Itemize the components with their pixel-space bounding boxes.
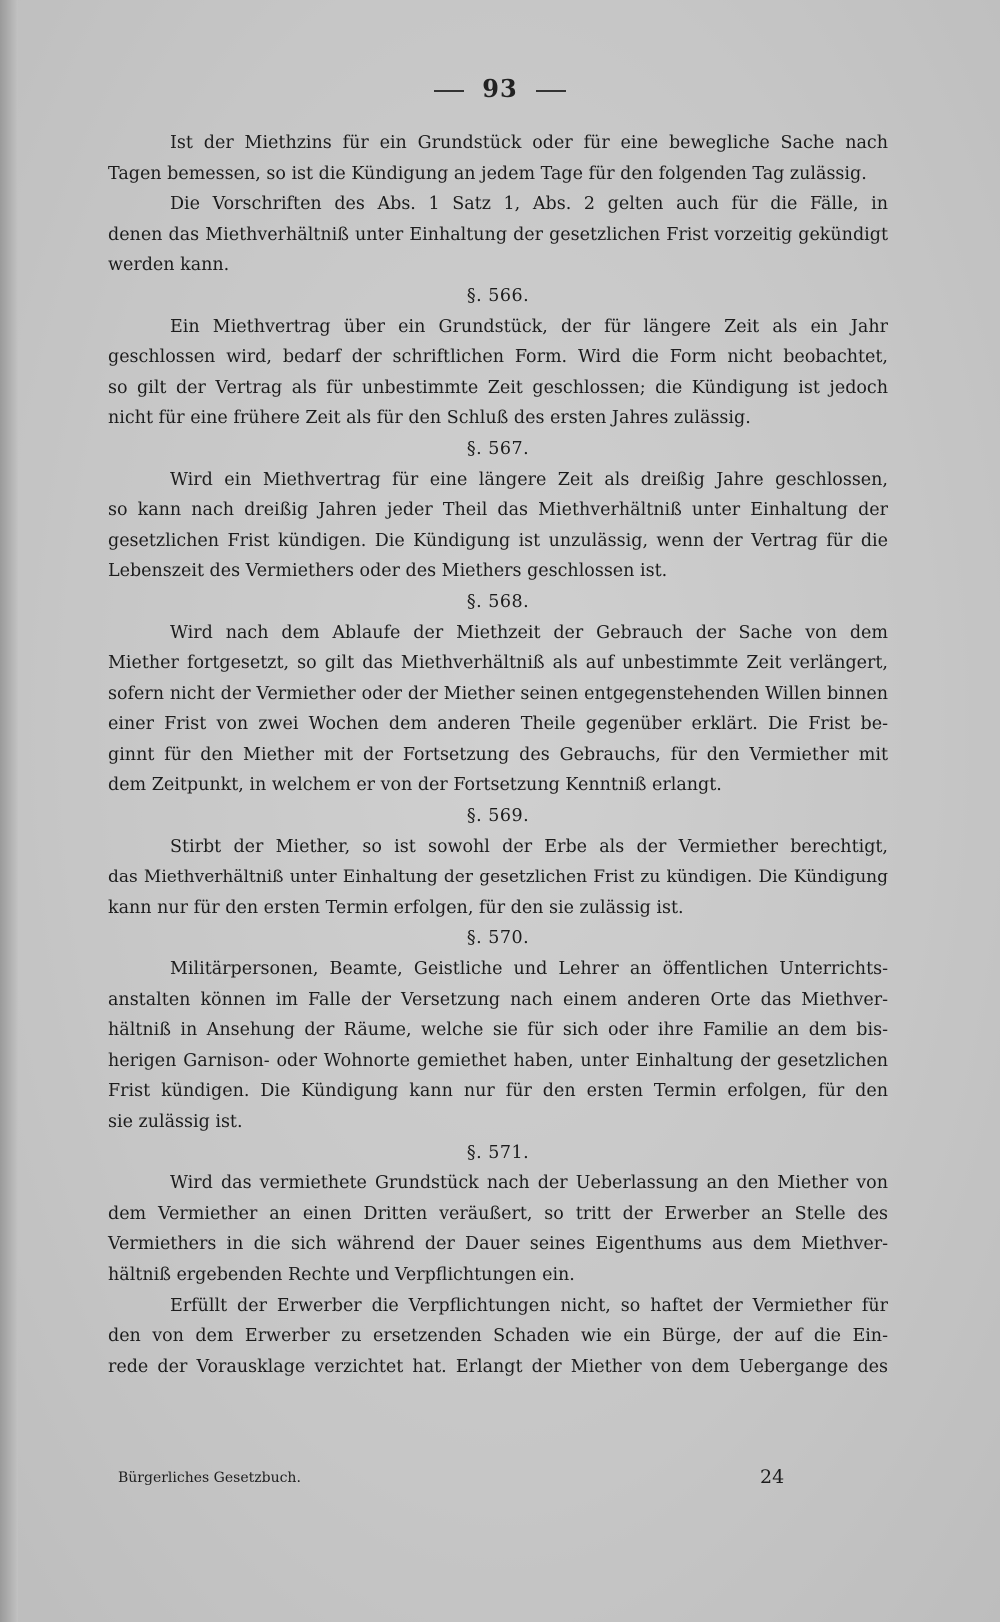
body-text (108, 128, 888, 1382)
text-line: Vermiethers in die sich während der Dauer seines Eigenthums aus dem Miethver- (108, 1234, 888, 1255)
text-line: Lebenszeit des Vermiethers oder des Miethers geschlossen ist. (108, 561, 668, 582)
page-footer (108, 1466, 888, 1490)
paragraph-heading: §. 567. (466, 438, 530, 459)
paragraph-heading: §. 568. (466, 591, 530, 612)
header-dash-right (536, 90, 566, 92)
text-line: so gilt der Vertrag als für unbestimmte Zeit geschlossen; die Kündigung ist jedoch (108, 377, 888, 398)
header-dash-left (434, 90, 464, 92)
text-line: geschlossen wird, bedarf der schriftlichen Form. Wird die Form nicht beobachtet, (108, 347, 888, 368)
text-line: kann nur für den ersten Termin erfolgen, für den sie zulässig ist. (108, 897, 684, 918)
text-line: den von dem Erwerber zu ersetzenden Schaden wie ein Bürge, der auf die Ein- (108, 1326, 888, 1347)
text-line: hältniß ergebenden Rechte und Verpflichtungen ein. (108, 1264, 575, 1285)
text-line: Wird nach dem Ablaufe der Miethzeit der Gebrauch der Sache von dem (170, 622, 888, 643)
text-line: Militärpersonen, Beamte, Geistliche und Lehrer an öffentlichen Unterrichts- (170, 959, 888, 980)
text-line: werden kann. (108, 255, 230, 276)
text-line: rede der Vorausklage verzichtet hat. Erlangt der Miether von dem Uebergange des (108, 1356, 888, 1377)
text-line: Miether fortgesetzt, so gilt das Miethverhältniß als auf unbestimmte Zeit verlängert, (108, 653, 888, 674)
footer-book-title: Bürgerliches Gesetzbuch. (118, 1470, 301, 1486)
text-line: Ist der Miethzins für ein Grundstück oder für eine bewegliche Sache nach (170, 133, 888, 153)
text-line: nicht für eine frühere Zeit als für den Schluß des ersten Jahres zulässig. (108, 408, 751, 429)
text-line: dem Zeitpunkt, in welchem er von der Fortsetzung Kenntniß erlangt. (108, 775, 722, 796)
text-line: herigen Garnison- oder Wohnorte gemiethet haben, unter Einhaltung der gesetzlichen (108, 1050, 888, 1071)
text-line: ginnt für den Miether mit der Fortsetzung des Gebrauchs, für den Vermiether mit (108, 744, 888, 765)
text-line: anstalten können im Falle der Versetzung nach einem anderen Orte das Miethver- (108, 989, 888, 1010)
text-line: einer Frist von zwei Wochen dem anderen Theile gegenüber erklärt. Die Frist be- (108, 714, 888, 735)
page-number: 93 (482, 74, 518, 103)
text-line: denen das Miethverhältniß unter Einhaltung der gesetzlichen Frist vorzeitig gekündigt (108, 224, 888, 245)
text-line: Wird das vermiethete Grundstück nach der Ueberlassung an den Miether von (170, 1173, 888, 1194)
paragraph-heading: §. 570. (466, 928, 530, 949)
page-gutter-shadow (0, 0, 18, 1622)
text-line: gesetzlichen Frist kündigen. Die Kündigung ist unzulässig, wenn der Vertrag für die (108, 530, 888, 551)
text-line: so kann nach dreißig Jahren jeder Theil das Miethverhältniß unter Einhaltung der (108, 500, 888, 521)
page-number-header (0, 74, 1000, 103)
text-line: Stirbt der Miether, so ist sowohl der Erbe als der Vermiether berechtigt, (170, 836, 888, 857)
text-line: Erfüllt der Erwerber die Verpflichtungen nicht, so haftet der Vermiether für (170, 1295, 888, 1316)
paragraph-heading: §. 566. (466, 285, 530, 306)
text-line: sofern nicht der Vermiether oder der Miether seinen entgegenstehenden Willen binnen (108, 683, 888, 704)
text-line: hältniß in Ansehung der Räume, welche sie für sich oder ihre Familie an dem bis- (108, 1020, 888, 1041)
paragraph-heading: §. 571. (466, 1142, 530, 1163)
text-line: dem Vermiether an einen Dritten veräußert, so tritt der Erwerber an Stelle des (108, 1203, 888, 1224)
text-line: das Miethverhältniß unter Einhaltung der gesetzlichen Frist zu kündigen. Die Kündigung (108, 867, 888, 888)
text-line: sie zulässig ist. (108, 1112, 243, 1132)
text-line: Frist kündigen. Die Kündigung kann nur für den ersten Termin erfolgen, für den (108, 1081, 888, 1102)
text-line: Ein Miethvertrag über ein Grundstück, der für längere Zeit als ein Jahr (170, 316, 888, 337)
paragraph-heading: §. 569. (466, 806, 530, 827)
text-line: Wird ein Miethvertrag für eine längere Zeit als dreißig Jahre geschlossen, (170, 469, 888, 490)
text-line: Tagen bemessen, so ist die Kündigung an jedem Tage für den folgenden Tag zulässig. (108, 163, 867, 184)
footer-signature-mark: 24 (760, 1466, 785, 1488)
text-line: Die Vorschriften des Abs. 1 Satz 1, Abs. 2 gelten auch für die Fälle, in (170, 194, 888, 215)
